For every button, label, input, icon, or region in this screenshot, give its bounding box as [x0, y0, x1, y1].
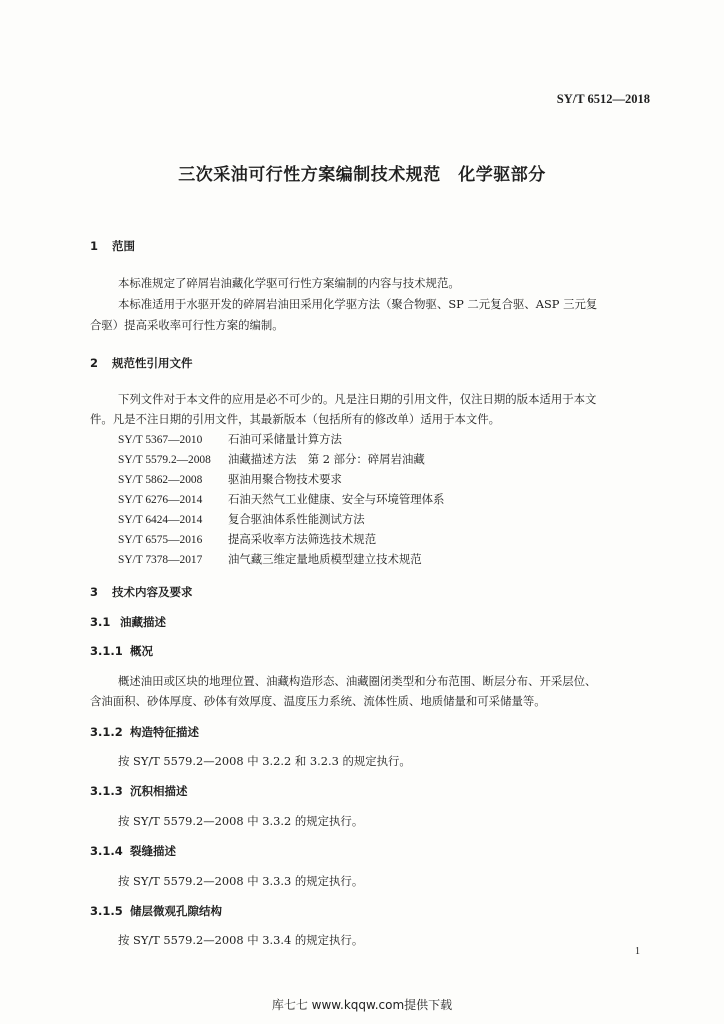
section-heading-3 — [90, 584, 193, 600]
section-title: 范围 — [112, 239, 135, 253]
paragraph: 按 SY/T 5579.2—2008 中 3.3.3 的规定执行。 — [118, 874, 364, 888]
section-title: 油藏描述 — [120, 615, 166, 629]
paragraph: 按 SY/T 5579.2—2008 中 3.3.4 的规定执行。 — [118, 933, 364, 947]
reference-item — [118, 531, 376, 547]
paragraph: 本标准适用于水驱开发的碎屑岩油田采用化学驱方法（聚合物驱、SP 二元复合驱、ASP 三元复 — [118, 297, 598, 311]
reference-item — [118, 511, 365, 527]
standard-number: SY/T 6512—2018 — [556, 92, 650, 106]
footer-watermark: 库七七 www.kqqw.com提供下载 — [271, 998, 453, 1012]
section-title: 裂缝描述 — [130, 844, 176, 858]
section-number: 1 — [90, 239, 99, 253]
section-number: 3 — [90, 585, 99, 599]
subsection-heading-3-1 — [90, 614, 166, 630]
page-number: 1 — [635, 946, 640, 957]
reference-code: SY/T 5862—2008 — [118, 474, 203, 486]
paragraph-continuation: 合驱）提高采收率可行性方案的编制。 — [90, 318, 284, 332]
subsection-heading-3-1-5 — [90, 903, 222, 919]
subsection-heading-3-1-2 — [90, 724, 199, 740]
section-heading-1 — [90, 238, 135, 254]
section-title: 构造特征描述 — [130, 725, 199, 739]
section-number: 3.1 — [90, 615, 111, 629]
reference-name: 油藏描述方法 第 2 部分：碎屑岩油藏 — [228, 452, 425, 466]
reference-item — [118, 551, 422, 567]
reference-name: 石油可采储量计算方法 — [228, 432, 342, 446]
section-title: 概况 — [130, 644, 153, 658]
section-title: 沉积相描述 — [130, 784, 188, 798]
section-number: 2 — [90, 356, 99, 370]
section-number: 3.1.1 — [90, 644, 123, 658]
section-number: 3.1.4 — [90, 844, 123, 858]
reference-code: SY/T 5579.2—2008 — [118, 454, 211, 466]
reference-code: SY/T 6424—2014 — [118, 514, 203, 526]
reference-item — [118, 471, 342, 487]
section-number: 3.1.2 — [90, 725, 123, 739]
reference-item — [118, 491, 444, 507]
section-number: 3.1.5 — [90, 904, 123, 918]
section-title: 储层微观孔隙结构 — [130, 904, 222, 918]
reference-name: 提高采收率方法筛选技术规范 — [228, 532, 377, 546]
subsection-heading-3-1-3 — [90, 783, 188, 799]
reference-item — [118, 451, 425, 467]
reference-code: SY/T 6575—2016 — [118, 534, 203, 546]
paragraph: 本标准规定了碎屑岩油藏化学驱可行性方案编制的内容与技术规范。 — [118, 276, 460, 290]
reference-name: 油气藏三维定量地质模型建立技术规范 — [228, 552, 422, 566]
paragraph: 按 SY/T 5579.2—2008 中 3.2.2 和 3.2.3 的规定执行。 — [118, 754, 411, 768]
reference-name: 石油天然气工业健康、安全与环境管理体系 — [228, 492, 445, 506]
paragraph: 概述油田或区块的地理位置、油藏构造形态、油藏圈闭类型和分布范围、断层分布、开采层位、 — [118, 674, 597, 688]
section-title: 规范性引用文件 — [112, 356, 193, 370]
page-title: 三次采油可行性方案编制技术规范 化学驱部分 — [178, 165, 546, 185]
paragraph-continuation: 含油面积、砂体厚度、砂体有效厚度、温度压力系统、流体性质、地质储量和可采储量等。 — [90, 694, 546, 708]
paragraph: 按 SY/T 5579.2—2008 中 3.3.2 的规定执行。 — [118, 814, 364, 828]
subsection-heading-3-1-4 — [90, 843, 176, 859]
paragraph: 下列文件对于本文件的应用是必不可少的。凡是注日期的引用文件，仅注日期的版本适用于本文 — [118, 392, 597, 406]
reference-code: SY/T 5367—2010 — [118, 434, 203, 446]
reference-name: 复合驱油体系性能测试方法 — [228, 512, 365, 526]
reference-item — [118, 431, 342, 447]
section-number: 3.1.3 — [90, 784, 123, 798]
reference-code: SY/T 7378—2017 — [118, 554, 203, 566]
section-heading-2 — [90, 355, 193, 371]
reference-code: SY/T 6276—2014 — [118, 494, 203, 506]
paragraph-continuation: 件。凡是不注日期的引用文件，其最新版本（包括所有的修改单）适用于本文件。 — [90, 412, 501, 426]
reference-name: 驱油用聚合物技术要求 — [228, 472, 342, 486]
section-title: 技术内容及要求 — [112, 585, 193, 599]
subsection-heading-3-1-1 — [90, 643, 153, 659]
